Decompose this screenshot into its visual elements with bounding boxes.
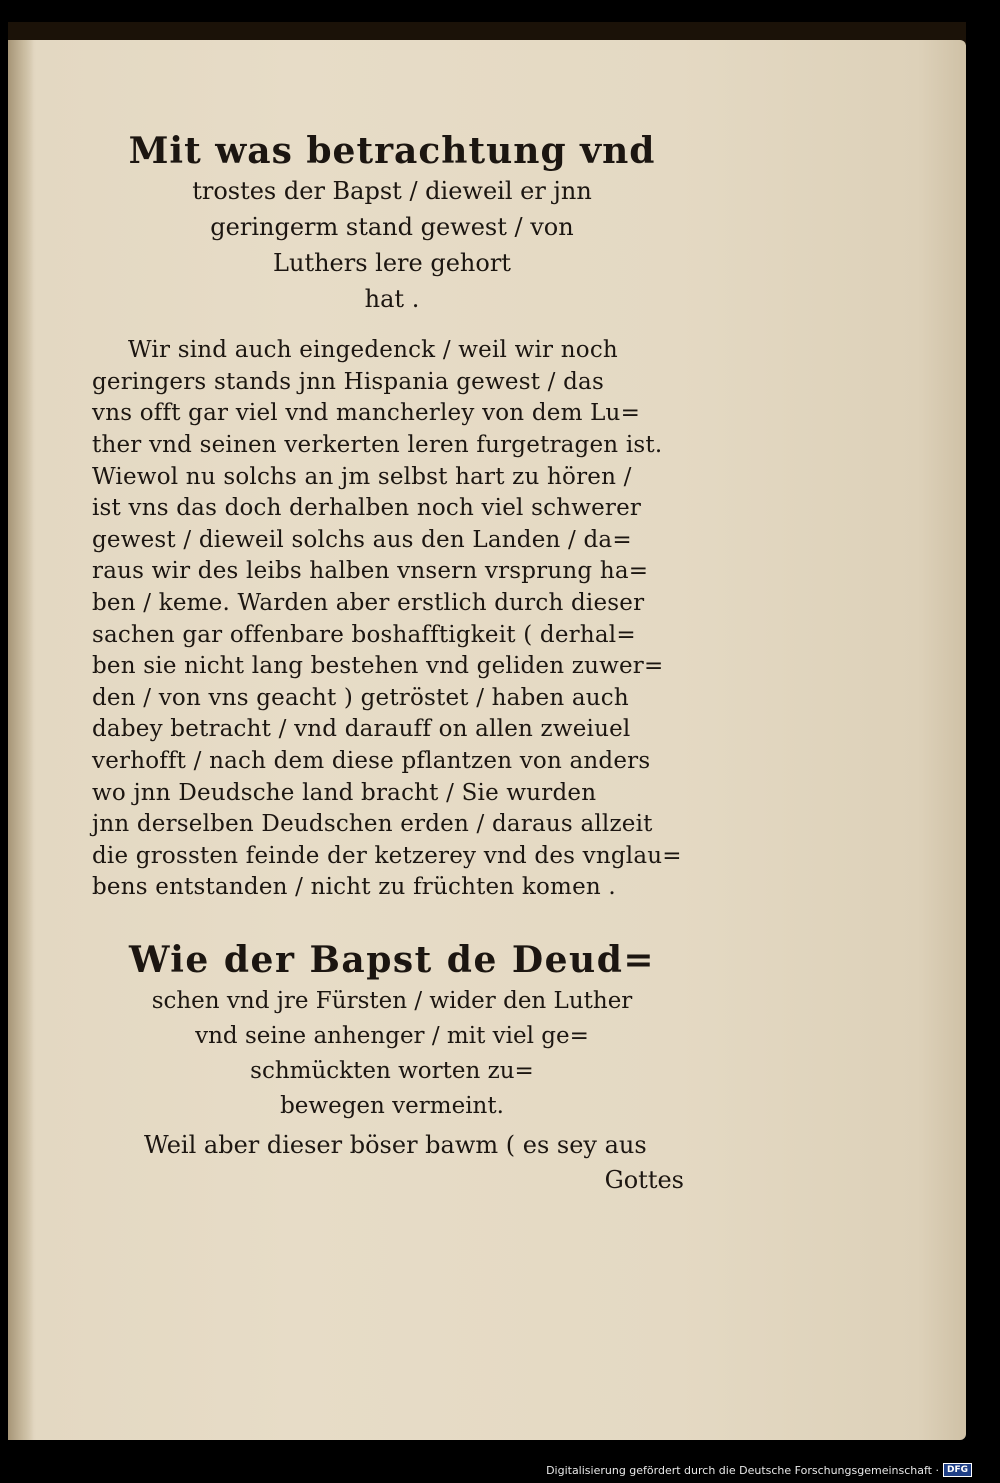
heading-2-line: vnd seine anhenger / mit viel ge= <box>195 1022 589 1049</box>
text-line: geringers stands jnn Hispania gewest / das <box>92 368 604 395</box>
text-line: ther vnd seinen verkerten leren furgetragen ist. <box>92 431 663 458</box>
text-line: sachen gar offenbare boshafftigkeit ( derhal= <box>92 621 636 648</box>
heading-1 <box>92 130 692 317</box>
text-line: ist vns das doch derhalben noch viel schwerer <box>92 495 642 522</box>
heading-2-line: bewegen vermeint. <box>280 1092 504 1119</box>
heading-1-line: Mit was betrachtung vnd <box>128 130 656 172</box>
heading-2-line: schen vnd jre Fürsten / wider den Luther <box>151 987 633 1014</box>
heading-2 <box>92 936 692 1124</box>
dfg-logo-icon: DFG <box>943 1463 972 1477</box>
heading-1-line: geringerm stand gewest / von <box>210 213 574 242</box>
text-line: ben sie nicht lang bestehen vnd geliden zuwer= <box>92 653 664 680</box>
text-line: wo jnn Deudsche land bracht / Sie wurden <box>92 779 597 806</box>
heading-2-line: schmückten worten zu= <box>250 1057 534 1084</box>
text-line: dabey betracht / vnd darauff on allen zweiuel <box>92 716 631 743</box>
heading-1-line: trostes der Bapst / dieweil er jnn <box>192 177 592 206</box>
heading-1-line: hat . <box>364 285 420 314</box>
text-line: Weil aber dieser böser bawm ( es sey aus <box>144 1130 647 1159</box>
text-line: bens entstanden / nicht zu früchten komen . <box>92 874 616 901</box>
text-line: ben / keme. Warden aber erstlich durch dieser <box>92 589 645 616</box>
page-gutter <box>8 40 34 1440</box>
text-line: vns offt gar viel vnd mancherley von dem Lu= <box>92 400 641 427</box>
text-line: Wir sind auch eingedenck / weil wir noch <box>128 337 618 364</box>
text-line: Wiewol nu solchs an jm selbst hart zu hören / <box>92 463 632 490</box>
text-line: die grossten feinde der ketzerey vnd des vnglau= <box>92 842 682 869</box>
text-line: gewest / dieweil solchs aus den Landen / da= <box>92 526 632 553</box>
text-line: jnn derselben Deudschen erden / daraus allzeit <box>92 811 653 838</box>
page-text <box>92 120 692 1198</box>
catchword: Gottes <box>604 1165 684 1194</box>
heading-2-line: Wie der Bapst de Deud= <box>128 938 656 981</box>
text-line: verhofft / nach dem diese pflantzen von anders <box>92 747 651 774</box>
heading-1-line: Luthers lere gehort <box>273 249 511 278</box>
text-line: raus wir des leibs halben vnsern vrsprung ha= <box>92 558 649 585</box>
text-line: den / von vns geacht ) getröstet / haben auch <box>92 684 629 711</box>
footer-text: Digitalisierung gefördert durch die Deutsche Forschungsgemeinschaft · <box>546 1463 939 1477</box>
footer-credit <box>546 1463 972 1477</box>
paragraph-1 <box>92 335 692 904</box>
